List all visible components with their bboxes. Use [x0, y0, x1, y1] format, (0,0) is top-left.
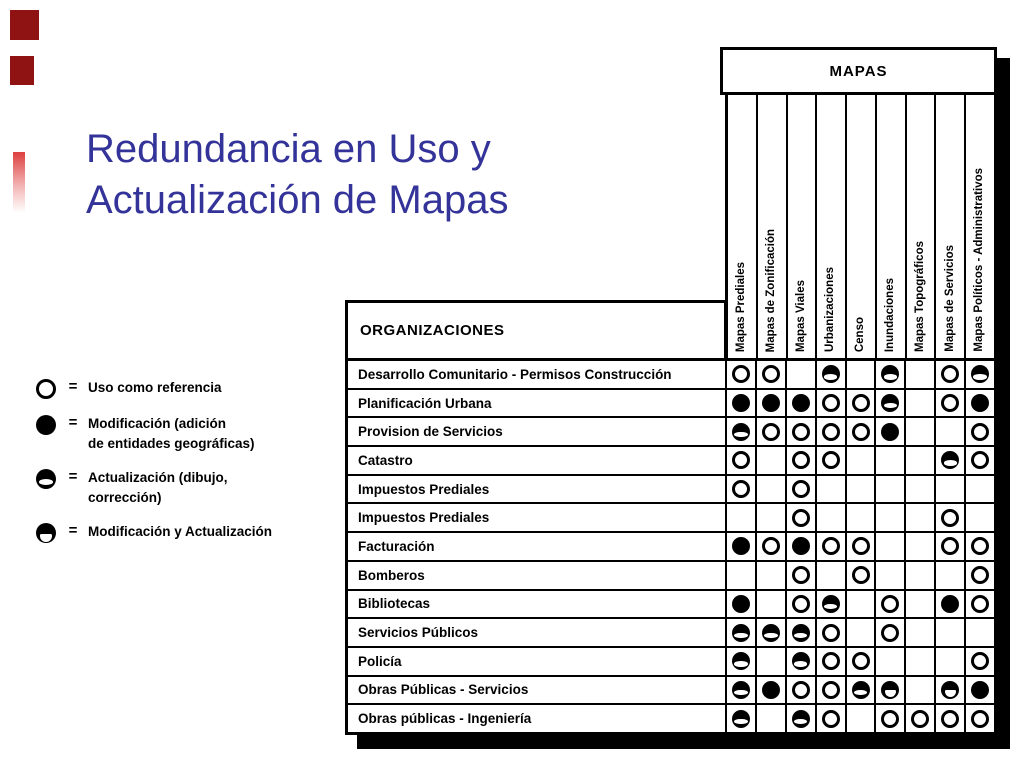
legend-item [36, 378, 346, 399]
empty-circle-icon [941, 710, 959, 728]
act-circle-icon [971, 365, 989, 383]
matrix-cell [727, 476, 757, 503]
empty-circle-icon [941, 537, 959, 555]
mapas-group-header [720, 47, 997, 95]
table-row [348, 533, 994, 562]
map-type-column-label: Mapas de Zonificación [764, 228, 777, 352]
figure-shadow-right [997, 58, 1010, 748]
decor-maroon-square-top [10, 10, 39, 40]
table-row [348, 418, 994, 447]
matrix-cell [876, 533, 906, 560]
matrix-cell [966, 705, 994, 732]
empty-circle-icon [852, 394, 870, 412]
map-type-column [907, 95, 937, 358]
matrix-cell [876, 648, 906, 675]
matrix-cell [966, 361, 994, 388]
empty-circle-icon [852, 566, 870, 584]
act-circle-icon [732, 423, 750, 441]
map-type-column-label: Mapas Viales [794, 279, 807, 352]
modact-circle-icon [881, 681, 899, 699]
matrix-cell [936, 705, 966, 732]
act-circle-icon [762, 624, 780, 642]
empty-circle-icon [971, 710, 989, 728]
empty-circle-icon [971, 451, 989, 469]
matrix-cell [847, 677, 877, 704]
decor-maroon-square-bottom [10, 56, 34, 85]
matrix-cell [817, 390, 847, 417]
matrix-cell [906, 418, 936, 445]
matrix-cell [817, 591, 847, 618]
matrix-cell [876, 361, 906, 388]
organization-label: Servicios Públicos [348, 619, 727, 646]
legend-equals-sign: = [68, 522, 78, 540]
matrix-cell [847, 361, 877, 388]
matrix-cell [817, 418, 847, 445]
legend-item [36, 468, 346, 507]
matrix-cell [787, 390, 817, 417]
empty-circle-icon [792, 509, 810, 527]
matrix-cell [727, 677, 757, 704]
map-type-column-label: Mapas de Servicios [943, 245, 956, 352]
empty-circle-icon [822, 710, 840, 728]
map-type-column [817, 95, 847, 358]
matrix-cell [936, 562, 966, 589]
empty-circle-icon [971, 423, 989, 441]
table-row [348, 447, 994, 476]
legend-item-label: Actualización (dibujo, corrección) [88, 470, 228, 505]
matrix-cell [817, 648, 847, 675]
legend-item-label: Uso como referencia [88, 380, 222, 395]
filled-circle-icon [732, 537, 750, 555]
map-type-column [877, 95, 907, 358]
matrix-cell [817, 705, 847, 732]
matrix-cell [906, 504, 936, 531]
map-type-column-label: Mapas Prediales [735, 261, 748, 352]
empty-circle-icon [792, 595, 810, 613]
empty-circle-icon [881, 710, 899, 728]
organization-label: Impuestos Prediales [348, 476, 727, 503]
table-row [348, 619, 994, 648]
organization-label: Policía [348, 648, 727, 675]
matrix-cell [966, 677, 994, 704]
matrix-cell [876, 705, 906, 732]
matrix-cell [727, 705, 757, 732]
map-type-column [788, 95, 818, 358]
legend-symbol [36, 378, 62, 399]
matrix-cell [936, 476, 966, 503]
legend-symbol [36, 468, 62, 489]
empty-circle-icon [881, 624, 899, 642]
table-row [348, 504, 994, 533]
empty-circle-icon [732, 365, 750, 383]
legend-item [36, 414, 346, 453]
empty-circle-icon [762, 423, 780, 441]
matrix-cell [966, 562, 994, 589]
empty-circle-icon [941, 394, 959, 412]
map-type-column-label: Mapas Topográficos [913, 241, 926, 352]
matrix-cell [906, 447, 936, 474]
organization-label: Bomberos [348, 562, 727, 589]
table-row [348, 562, 994, 591]
matrix-cell [906, 361, 936, 388]
matrix-cell [966, 390, 994, 417]
slide-title [86, 124, 508, 226]
filled-circle-icon [36, 415, 56, 435]
legend-symbol [36, 522, 62, 543]
act-circle-icon [792, 710, 810, 728]
matrix-cell [787, 476, 817, 503]
empty-circle-icon [792, 451, 810, 469]
matrix-cell [966, 504, 994, 531]
empty-circle-icon [971, 652, 989, 670]
filled-circle-icon [881, 423, 899, 441]
matrix-cell [727, 562, 757, 589]
matrix-cell [906, 533, 936, 560]
modact-circle-icon [941, 681, 959, 699]
act-circle-icon [822, 365, 840, 383]
empty-circle-icon [762, 537, 780, 555]
matrix-cell [787, 361, 817, 388]
matrix-cell [847, 476, 877, 503]
matrix-cell [906, 562, 936, 589]
matrix-cell [757, 591, 787, 618]
table-row [348, 361, 994, 390]
act-circle-icon [881, 394, 899, 412]
filled-circle-icon [792, 537, 810, 555]
act-circle-icon [732, 652, 750, 670]
map-type-column [758, 95, 788, 358]
table-row [348, 390, 994, 419]
redundancy-matrix [345, 358, 997, 735]
matrix-cell [727, 361, 757, 388]
legend-symbol [36, 414, 62, 435]
empty-circle-icon [732, 451, 750, 469]
empty-circle-icon [732, 480, 750, 498]
matrix-cell [936, 504, 966, 531]
empty-circle-icon [941, 365, 959, 383]
matrix-cell [966, 418, 994, 445]
matrix-cell [727, 447, 757, 474]
matrix-cell [787, 619, 817, 646]
organization-label: Impuestos Prediales [348, 504, 727, 531]
matrix-cell [876, 390, 906, 417]
organizaciones-header-label: ORGANIZACIONES [360, 322, 505, 339]
empty-circle-icon [971, 595, 989, 613]
act-circle-icon [792, 624, 810, 642]
map-type-column [728, 95, 758, 358]
matrix-cell [757, 619, 787, 646]
matrix-cell [876, 562, 906, 589]
act-circle-icon [881, 365, 899, 383]
act-circle-icon [36, 469, 56, 489]
matrix-cell [906, 591, 936, 618]
matrix-cell [757, 562, 787, 589]
organization-label: Catastro [348, 447, 727, 474]
matrix-cell [966, 533, 994, 560]
table-row [348, 705, 994, 732]
matrix-cell [817, 447, 847, 474]
matrix-cell [876, 418, 906, 445]
matrix-cell [876, 447, 906, 474]
legend-item-label: Modificación y Actualización [88, 524, 273, 540]
matrix-cell [817, 677, 847, 704]
filled-circle-icon [971, 681, 989, 699]
matrix-cell [787, 677, 817, 704]
matrix-cell [966, 591, 994, 618]
matrix-cell [817, 504, 847, 531]
matrix-cell [787, 447, 817, 474]
act-circle-icon [792, 652, 810, 670]
matrix-cell [966, 619, 994, 646]
matrix-cell [757, 447, 787, 474]
matrix-cell [847, 705, 877, 732]
matrix-cell [727, 648, 757, 675]
matrix-cell [847, 562, 877, 589]
matrix-cell [876, 677, 906, 704]
matrix-cell [906, 648, 936, 675]
filled-circle-icon [971, 394, 989, 412]
matrix-cell [906, 677, 936, 704]
matrix-cell [906, 619, 936, 646]
map-type-column-label: Mapas Políticos - Administrativos [973, 168, 986, 352]
matrix-cell [936, 619, 966, 646]
empty-circle-icon [792, 423, 810, 441]
matrix-cell [727, 591, 757, 618]
matrix-cell [787, 533, 817, 560]
matrix-cell [847, 591, 877, 618]
matrix-cell [936, 677, 966, 704]
matrix-cell [757, 533, 787, 560]
matrix-cell [757, 677, 787, 704]
matrix-cell [817, 562, 847, 589]
mapas-group-header-label: MAPAS [829, 62, 888, 80]
matrix-cell [757, 390, 787, 417]
matrix-cell [817, 619, 847, 646]
matrix-cell [936, 648, 966, 675]
filled-circle-icon [941, 595, 959, 613]
matrix-cell [787, 562, 817, 589]
organization-label: Desarrollo Comunitario - Permisos Construcción [348, 361, 727, 388]
slide-title-line-2: Actualización de Mapas [86, 178, 509, 223]
filled-circle-icon [762, 394, 780, 412]
matrix-cell [757, 504, 787, 531]
matrix-cell [727, 504, 757, 531]
empty-circle-icon [911, 710, 929, 728]
map-type-column-headers [725, 95, 997, 358]
matrix-cell [787, 591, 817, 618]
empty-circle-icon [852, 652, 870, 670]
map-type-column-label: Inundaciones [884, 277, 897, 352]
organizaciones-header [345, 300, 727, 358]
matrix-cell [876, 504, 906, 531]
empty-circle-icon [792, 681, 810, 699]
matrix-cell [787, 418, 817, 445]
organization-label: Obras Públicas - Servicios [348, 677, 727, 704]
map-type-column [936, 95, 966, 358]
empty-circle-icon [822, 624, 840, 642]
empty-circle-icon [822, 652, 840, 670]
matrix-cell [787, 705, 817, 732]
organization-label: Bibliotecas [348, 591, 727, 618]
legend-equals-sign: = [68, 468, 78, 486]
matrix-cell [787, 504, 817, 531]
empty-circle-icon [881, 595, 899, 613]
matrix-cell [757, 648, 787, 675]
matrix-cell [757, 418, 787, 445]
decor-red-gradient-bar [13, 152, 25, 216]
matrix-cell [966, 476, 994, 503]
matrix-cell [727, 533, 757, 560]
empty-circle-icon [822, 537, 840, 555]
empty-circle-icon [852, 537, 870, 555]
map-type-column [966, 95, 994, 358]
figure-shadow-bottom [357, 735, 1010, 749]
matrix-cell [906, 705, 936, 732]
matrix-cell [757, 361, 787, 388]
matrix-cell [847, 418, 877, 445]
matrix-cell [936, 533, 966, 560]
act-circle-icon [732, 681, 750, 699]
matrix-cell [847, 390, 877, 417]
matrix-cell [966, 447, 994, 474]
matrix-cell [966, 648, 994, 675]
legend [36, 378, 346, 558]
empty-circle-icon [822, 423, 840, 441]
matrix-cell [936, 361, 966, 388]
matrix-cell [817, 476, 847, 503]
organization-label: Obras públicas - Ingeniería [348, 705, 727, 732]
act-circle-icon [852, 681, 870, 699]
legend-item-label: Modificación (adición de entidades geográficas) [88, 416, 255, 451]
matrix-cell [876, 476, 906, 503]
empty-circle-icon [822, 394, 840, 412]
empty-circle-icon [971, 566, 989, 584]
matrix-cell [936, 447, 966, 474]
matrix-cell [847, 648, 877, 675]
legend-equals-sign: = [68, 378, 78, 395]
matrix-cell [847, 619, 877, 646]
act-circle-icon [941, 451, 959, 469]
empty-circle-icon [852, 423, 870, 441]
empty-circle-icon [941, 509, 959, 527]
matrix-cell [847, 533, 877, 560]
matrix-cell [876, 619, 906, 646]
matrix-cell [847, 504, 877, 531]
table-row [348, 648, 994, 677]
legend-item [36, 522, 346, 543]
table-row [348, 591, 994, 620]
map-type-column-label: Censo [854, 316, 867, 352]
filled-circle-icon [732, 394, 750, 412]
legend-equals-sign: = [68, 414, 78, 431]
table-row [348, 677, 994, 706]
map-type-column-label: Urbanizaciones [824, 267, 837, 352]
matrix-cell [817, 533, 847, 560]
matrix-cell [727, 390, 757, 417]
act-circle-icon [732, 710, 750, 728]
empty-circle-icon [36, 379, 56, 399]
organization-label: Facturación [348, 533, 727, 560]
matrix-cell [936, 418, 966, 445]
matrix-cell [906, 390, 936, 417]
empty-circle-icon [822, 451, 840, 469]
matrix-cell [876, 591, 906, 618]
matrix-cell [757, 476, 787, 503]
act-circle-icon [822, 595, 840, 613]
empty-circle-icon [822, 681, 840, 699]
matrix-cell [936, 390, 966, 417]
empty-circle-icon [792, 480, 810, 498]
matrix-cell [906, 476, 936, 503]
filled-circle-icon [792, 394, 810, 412]
matrix-cell [727, 619, 757, 646]
matrix-cell [936, 591, 966, 618]
organization-label: Planificación Urbana [348, 390, 727, 417]
empty-circle-icon [792, 566, 810, 584]
filled-circle-icon [732, 595, 750, 613]
act-circle-icon [732, 624, 750, 642]
modact-circle-icon [36, 523, 56, 543]
empty-circle-icon [971, 537, 989, 555]
matrix-cell [787, 648, 817, 675]
slide-title-line-1: Redundancia en Uso y [86, 127, 491, 171]
filled-circle-icon [762, 681, 780, 699]
matrix-cell [757, 705, 787, 732]
matrix-cell [817, 361, 847, 388]
empty-circle-icon [762, 365, 780, 383]
matrix-cell [847, 447, 877, 474]
map-type-column [847, 95, 877, 358]
matrix-cell [727, 418, 757, 445]
table-row [348, 476, 994, 505]
organization-label: Provision de Servicios [348, 418, 727, 445]
